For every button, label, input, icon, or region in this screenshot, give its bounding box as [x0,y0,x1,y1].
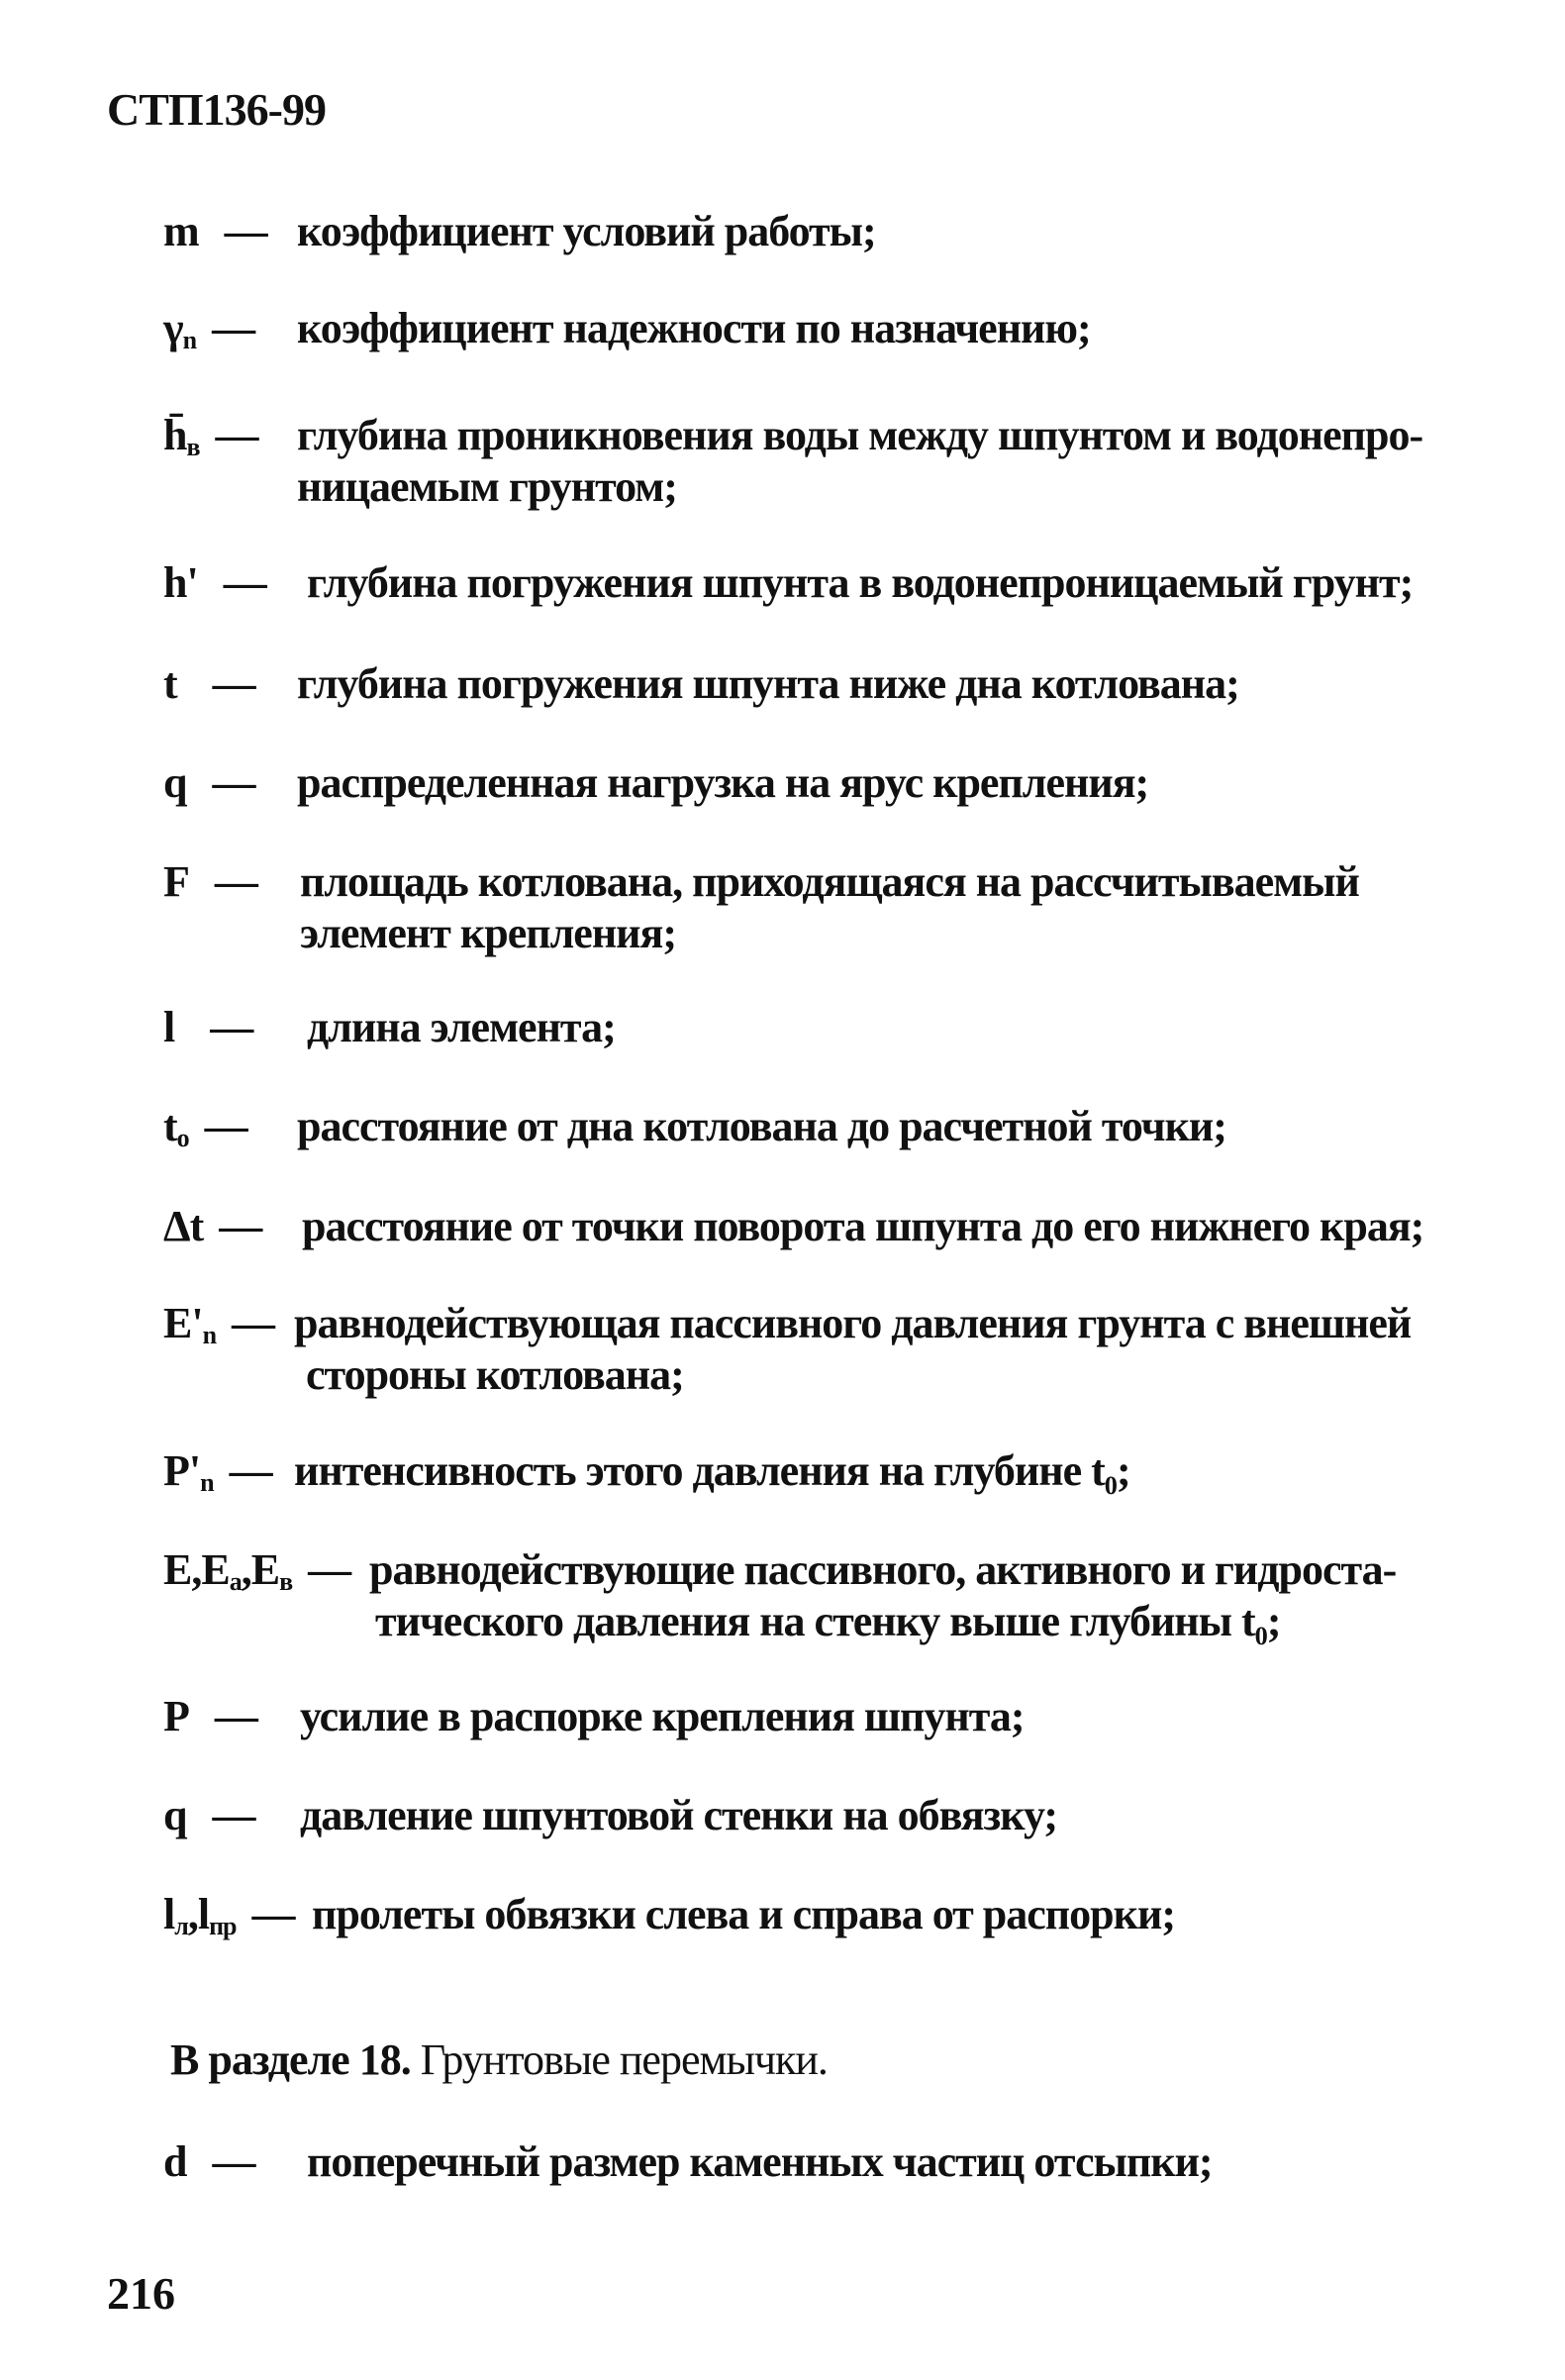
definition-symbol: Δt — [163,1202,262,1250]
definition-text: коэффициент условий работы; [297,207,876,255]
definition-text: усилие в распорке крепления шпунта; [300,1692,1025,1740]
definition-symbol: $\gamma_n$ — [163,304,255,354]
definition-symbol: $h̄_в$ — [163,411,258,461]
definition-text: поперечный размер каменных частиц отсыпки; [307,2137,1213,2186]
document-code: СТП136-99 [107,84,326,135]
definition-symbol: q — [163,758,255,807]
definition-symbol: $E'_n$ — [163,1299,275,1349]
definition-text: коэффициент надежности по назначению; [297,304,1091,352]
definition-symbol: $E,E_a,E_в$ — [163,1545,351,1596]
definition-text: распределенная нагрузка на ярус крепления; [297,758,1149,807]
definition-symbol: m — [163,207,267,255]
definition-symbol: t — [163,659,255,708]
definition-symbol: P — [163,1692,257,1740]
definition-text: расстояние от точки поворота шпунта до его нижнего края; [302,1202,1424,1250]
definition-text: равнодействующие пассивного, активного и гидроста- тического давления на стенку выше глубины t₀; [369,1545,1397,1645]
definition-symbol: F — [163,857,257,906]
section-heading: В разделе 18. Грунтовые перемычки. [170,2035,828,2084]
definition-text: глубина проникновения воды между шпунтом и водонепро- ницаемым грунтом; [297,411,1423,511]
definition-text: расстояние от дна котлована до расчетной точки; [297,1102,1226,1150]
definition-symbol: l — [163,1003,253,1051]
definition-text: пролеты обвязки слева и справа от распорки; [312,1890,1175,1938]
definition-text: длина элемента; [307,1003,616,1051]
definition-symbol: h' — [163,558,266,607]
page-number: 216 [107,2268,175,2319]
definition-symbol: d — [163,2137,255,2186]
definition-symbol: $l_л,l_{пр}$ — [163,1890,295,1940]
definition-symbol: q — [163,1791,255,1839]
definition-text: площадь котлована, приходящаяся на рассчитываемый элемент крепления; [300,857,1359,957]
definition-text: интенсивность этого давления на глубине t₀; [294,1446,1130,1495]
definition-symbol: $P'_n$ — [163,1446,272,1497]
definition-text: равнодействующая пассивного давления грунта с внешней стороны котлована; [294,1299,1412,1399]
definition-text: давление шпунтовой стенки на обвязку; [300,1791,1058,1839]
definition-symbol: $t_o$ — [163,1102,247,1152]
definition-text: глубина погружения шпунта в водонепроницаемый грунт; [307,558,1414,607]
definition-text: глубина погружения шпунта ниже дна котлована; [297,659,1239,708]
